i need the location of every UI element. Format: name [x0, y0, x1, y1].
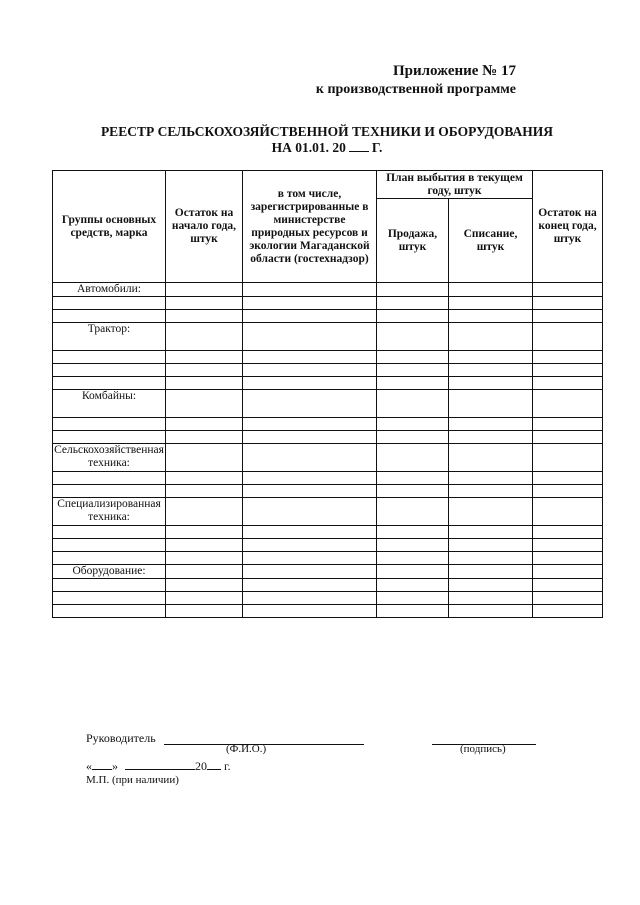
table-cell	[377, 283, 449, 297]
table-cell	[243, 552, 377, 565]
table-cell	[449, 552, 533, 565]
header-start-balance: Остаток на начало года, штук	[166, 171, 243, 283]
table-cell	[243, 579, 377, 592]
table-cell	[377, 552, 449, 565]
table-cell	[166, 351, 243, 364]
table-cell	[533, 377, 603, 390]
table-cell	[53, 579, 166, 592]
table-cell	[449, 297, 533, 310]
register-table	[52, 170, 603, 618]
table-cell	[449, 579, 533, 592]
table-cell	[243, 605, 377, 618]
date-quote-close: »	[112, 759, 118, 773]
table-row	[53, 552, 603, 565]
table-cell	[377, 579, 449, 592]
table-cell	[533, 351, 603, 364]
header-groups: Группы основных средств, марка	[53, 171, 166, 283]
group-label: Специализированная техника:	[53, 498, 166, 526]
table-cell	[243, 377, 377, 390]
group-row	[53, 323, 603, 351]
table-cell	[377, 485, 449, 498]
table-cell	[243, 444, 377, 472]
group-row	[53, 565, 603, 579]
table-cell	[533, 539, 603, 552]
year-blank	[207, 758, 221, 770]
table-cell	[533, 579, 603, 592]
table-cell	[449, 377, 533, 390]
table-cell	[377, 364, 449, 377]
table-cell	[243, 472, 377, 485]
title-line-1: РЕЕСТР СЕЛЬСКОХОЗЯЙСТВЕННОЙ ТЕХНИКИ И ОБОРУДОВАНИЯ	[100, 124, 554, 139]
table-row	[53, 297, 603, 310]
table-row	[53, 377, 603, 390]
fio-caption: (Ф.И.О.)	[226, 743, 267, 755]
table-row	[53, 605, 603, 618]
table-cell	[243, 297, 377, 310]
table-cell	[243, 323, 377, 351]
table-cell	[533, 498, 603, 526]
appendix-reference: к производственной программе	[315, 82, 516, 97]
table-cell	[243, 526, 377, 539]
stamp-note: М.П. (при наличии)	[86, 774, 179, 786]
group-row	[53, 444, 603, 472]
table-cell	[53, 539, 166, 552]
table-cell	[243, 592, 377, 605]
group-label: Автомобили:	[53, 283, 166, 297]
document-title	[52, 124, 602, 156]
table-row	[53, 539, 603, 552]
table-row	[53, 351, 603, 364]
table-cell	[377, 565, 449, 579]
table-row	[53, 579, 603, 592]
table-cell	[377, 390, 449, 418]
table-cell	[243, 418, 377, 431]
table-cell	[377, 418, 449, 431]
table-cell	[449, 310, 533, 323]
table-cell	[243, 283, 377, 297]
table-cell	[533, 526, 603, 539]
table-cell	[377, 351, 449, 364]
table-cell	[377, 431, 449, 444]
table-cell	[533, 472, 603, 485]
table-cell	[243, 351, 377, 364]
table-cell	[377, 310, 449, 323]
table-cell	[533, 592, 603, 605]
table-cell	[53, 592, 166, 605]
table-cell	[166, 552, 243, 565]
table-cell	[166, 498, 243, 526]
table-cell	[449, 485, 533, 498]
table-cell	[53, 605, 166, 618]
title-date-suffix: Г.	[371, 140, 383, 155]
appendix-header	[316, 63, 516, 98]
table-cell	[449, 539, 533, 552]
table-cell	[53, 472, 166, 485]
table-cell	[53, 485, 166, 498]
table-cell	[533, 418, 603, 431]
table-cell	[377, 297, 449, 310]
table-cell	[449, 390, 533, 418]
table-cell	[377, 592, 449, 605]
table-row	[53, 472, 603, 485]
table-cell	[533, 444, 603, 472]
table-row	[53, 364, 603, 377]
date-year-prefix: 20	[195, 759, 207, 773]
table-cell	[166, 565, 243, 579]
table-cell	[166, 539, 243, 552]
table-cell	[449, 323, 533, 351]
header-registered: в том числе, зарегистрированные в министерстве природных ресурсов и экологии Магаданской области (гостехнадзор)	[243, 171, 377, 283]
header-write-off: Списание, штук	[449, 199, 533, 283]
table-cell	[533, 605, 603, 618]
table-cell	[377, 472, 449, 485]
date-quote-open: «	[86, 759, 92, 773]
table-cell	[449, 605, 533, 618]
table-cell	[533, 390, 603, 418]
table-cell	[53, 418, 166, 431]
table-cell	[53, 377, 166, 390]
table-cell	[53, 552, 166, 565]
table-cell	[377, 377, 449, 390]
group-row	[53, 498, 603, 526]
title-year-blank	[349, 140, 369, 152]
register-body	[53, 283, 603, 618]
head-label: Руководитель	[86, 731, 156, 745]
table-cell	[166, 297, 243, 310]
table-cell	[166, 377, 243, 390]
table-cell	[166, 310, 243, 323]
table-cell	[166, 364, 243, 377]
table-row	[53, 592, 603, 605]
table-cell	[243, 565, 377, 579]
table-cell	[449, 351, 533, 364]
table-cell	[166, 605, 243, 618]
table-cell	[449, 444, 533, 472]
table-cell	[449, 283, 533, 297]
table-cell	[449, 472, 533, 485]
table-cell	[533, 552, 603, 565]
group-label: Трактор:	[53, 323, 166, 351]
table-cell	[533, 310, 603, 323]
title-line-2	[52, 140, 602, 156]
table-cell	[449, 498, 533, 526]
table-cell	[53, 364, 166, 377]
table-cell	[449, 565, 533, 579]
table-row	[53, 431, 603, 444]
table-cell	[53, 297, 166, 310]
table-cell	[377, 526, 449, 539]
table-cell	[166, 472, 243, 485]
table-cell	[449, 431, 533, 444]
group-label: Оборудование:	[53, 565, 166, 579]
table-cell	[533, 485, 603, 498]
table-cell	[166, 526, 243, 539]
signature-caption: (подпись)	[460, 743, 506, 755]
table-cell	[243, 390, 377, 418]
table-cell	[533, 431, 603, 444]
table-cell	[166, 579, 243, 592]
table-cell	[377, 605, 449, 618]
table-cell	[53, 310, 166, 323]
table-cell	[166, 323, 243, 351]
table-cell	[243, 364, 377, 377]
group-row	[53, 283, 603, 297]
table-row	[53, 310, 603, 323]
table-cell	[377, 323, 449, 351]
header-disposal-plan: План выбытия в текущем году, штук	[377, 171, 533, 199]
table-cell	[377, 444, 449, 472]
table-cell	[166, 283, 243, 297]
table-cell	[449, 418, 533, 431]
group-row	[53, 390, 603, 418]
day-blank	[92, 758, 112, 770]
group-label: Сельскохозяйственная техника:	[53, 444, 166, 472]
table-row	[53, 485, 603, 498]
group-label: Комбайны:	[53, 390, 166, 418]
title-date-prefix: НА 01.01. 20	[271, 140, 346, 155]
table-cell	[243, 539, 377, 552]
table-cell	[377, 539, 449, 552]
table-cell	[449, 526, 533, 539]
table-cell	[243, 485, 377, 498]
table-cell	[166, 592, 243, 605]
table-cell	[243, 431, 377, 444]
table-cell	[166, 418, 243, 431]
table-cell	[53, 351, 166, 364]
table-cell	[533, 323, 603, 351]
table-cell	[53, 431, 166, 444]
table-row	[53, 526, 603, 539]
header-end-balance: Остаток на конец года, штук	[533, 171, 603, 283]
appendix-number: Приложение № 17	[392, 63, 516, 79]
table-cell	[243, 310, 377, 323]
table-row	[53, 418, 603, 431]
table-cell	[533, 364, 603, 377]
month-blank	[125, 758, 195, 770]
table-cell	[243, 498, 377, 526]
table-cell	[533, 283, 603, 297]
table-cell	[166, 431, 243, 444]
table-cell	[449, 592, 533, 605]
table-cell	[449, 364, 533, 377]
table-cell	[377, 498, 449, 526]
table-cell	[53, 526, 166, 539]
date-year-suffix: г.	[224, 759, 231, 773]
table-cell	[166, 485, 243, 498]
date-line	[86, 758, 231, 774]
header-sale: Продажа, штук	[377, 199, 449, 283]
table-cell	[533, 565, 603, 579]
table-cell	[166, 390, 243, 418]
table-cell	[166, 444, 243, 472]
table-cell	[533, 297, 603, 310]
